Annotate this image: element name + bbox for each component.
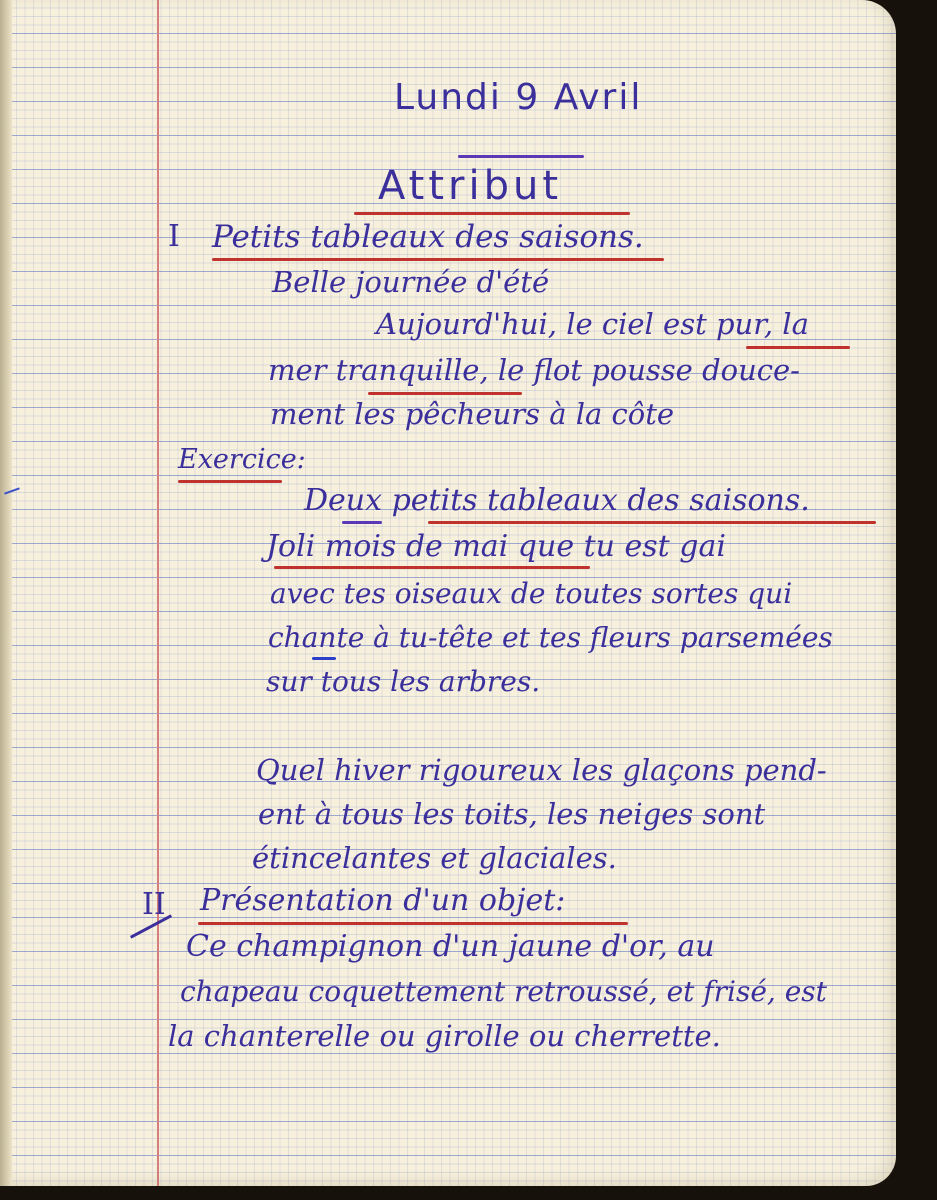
underline-joli-mois-de-mai: [274, 566, 590, 569]
part1-numeral: I: [168, 219, 180, 254]
part2-line-3: la chanterelle ou girolle ou cherrette.: [168, 1019, 721, 1053]
lesson-title-underline: [354, 212, 630, 215]
tableau1-line-2: avec tes oiseaux de toutes sortes qui: [270, 577, 793, 610]
tableau2-line-2: ent à tous les toits, les neiges sont: [258, 797, 766, 831]
part1-title: Petits tableaux des saisons.: [212, 219, 644, 255]
underline-deux: [342, 521, 382, 524]
part1-subtitle: Belle journée d'été: [272, 265, 550, 299]
part1-line-3: ment les pêcheurs à la côte: [270, 397, 675, 431]
part1-line-1: Aujourd'hui, le ciel est pur, la: [376, 307, 809, 341]
tableau2-line-1: Quel hiver rigoureux les glaçons pend-: [256, 753, 827, 787]
underline-tranquille: [368, 392, 522, 395]
correction-mark-tous: [312, 657, 336, 660]
date-underline: [458, 155, 584, 158]
underline-est-pur: [746, 346, 850, 349]
part2-title-underline: [198, 922, 628, 925]
exercise-label: Exercice:: [178, 444, 306, 475]
part1-title-underline: [212, 258, 664, 261]
part2-numeral: II: [142, 887, 166, 922]
exercise-label-underline: [178, 480, 282, 483]
tableau1-line-3: chante à tu-tête et tes fleurs parsemées: [268, 621, 833, 654]
tableau1-line-1: Joli mois de mai que tu est gai: [266, 529, 726, 564]
exercise-title-underline: [428, 521, 876, 524]
tableau2-line-3: étincelantes et glaciales.: [252, 841, 617, 875]
exercise-title: Deux petits tableaux des saisons.: [304, 483, 810, 518]
part2-title: Présentation d'un objet:: [200, 883, 566, 918]
part2-line-2: chapeau coquettement retroussé, et frisé, est: [180, 975, 827, 1008]
part1-line-2: mer tranquille, le flot pousse douce-: [268, 353, 800, 387]
date-heading: Lundi 9 Avril: [394, 77, 643, 118]
lesson-title: Attribut: [378, 163, 563, 209]
part2-line-1: Ce champignon d'un jaune d'or, au: [186, 929, 715, 964]
tableau1-line-4: sur tous les arbres.: [266, 665, 541, 698]
page-binding-edge: [0, 0, 12, 1186]
